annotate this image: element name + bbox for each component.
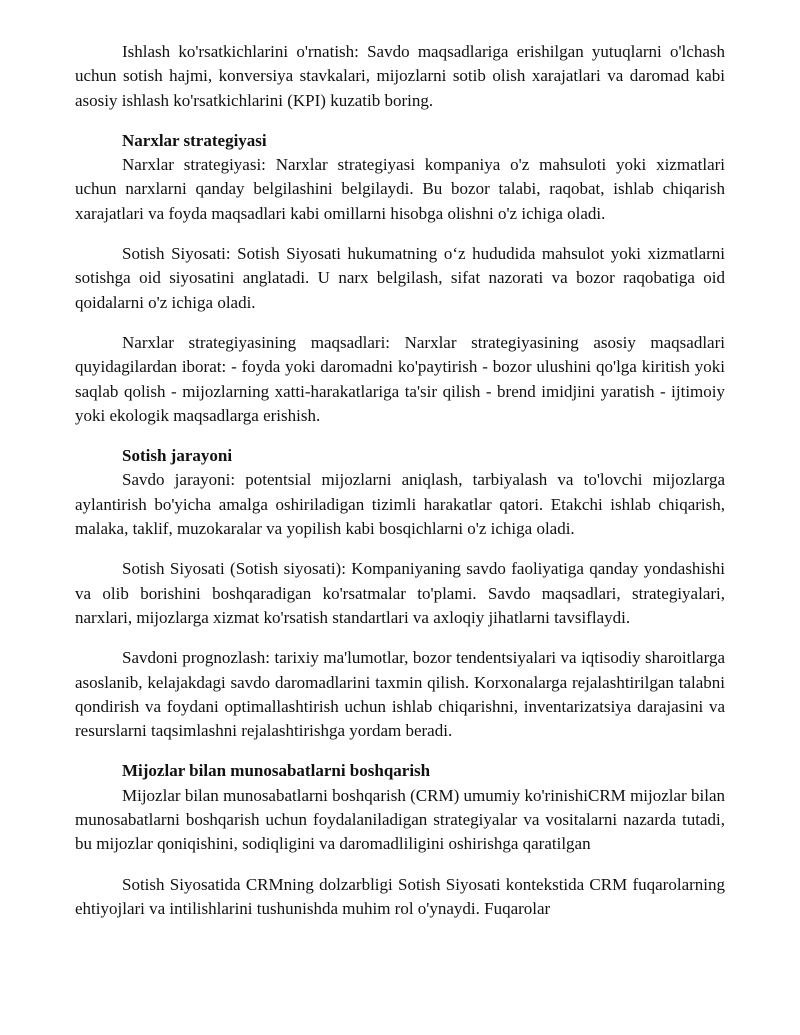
heading-crm: Mijozlar bilan munosabatlarni boshqarish xyxy=(122,761,431,781)
heading-sales-process: Sotish jarayoni xyxy=(122,446,233,466)
paragraph-sales-policy-guidelines: Sotish Siyosati (Sotish siyosati): Kompaniyaning savdo faoliyatiga qanday yondashishi va olib borishini boshqaradigan ko'rsatmalar to'plami. Savdo maqsadlari, strategiyalari, narxlari, mijozlarga xizmat ko'rsatish standartlari va axloqiy jihatlarni tavsiflaydi. xyxy=(75,559,725,627)
paragraph-kpi: Ishlash ko'rsatkichlarini o'rnatish: Savdo maqsadlariga erishilgan yutuqlarni o'lchash uchun sotish hajmi, konversiya stavkalari, mijozlarni sotib olish xarajatlari va daromad kabi asosiy ishlash ko'rsatkichlarini (KPI) kuzatib boring. xyxy=(75,42,725,110)
document-page xyxy=(75,40,725,921)
heading-pricing-strategy: Narxlar strategiyasi xyxy=(122,130,267,150)
paragraph-sales-policy: Sotish Siyosati: Sotish Siyosati hukumatning o‘z hududida mahsulot yoki xizmatlarni sotishga oid siyosatini anglatadi. U narx belgilash, sifat nazorati va bozor raqobatiga oid qoidalarni o'z ichiga oladi. xyxy=(75,244,725,312)
paragraph-pricing-strategy: Narxlar strategiyasi: Narxlar strategiyasi kompaniya o'z mahsuloti yoki xizmatlari uchun narxlarni qanday belgilashini belgilaydi. Bu bozor talabi, raqobat, ishlab chiqarish xarajatlari va foyda maqsadlari kabi omillarni hisobga olishni o'z ichiga oladi. xyxy=(75,155,725,223)
paragraph-sales-forecasting: Savdoni prognozlash: tarixiy ma'lumotlar, bozor tendentsiyalari va iqtisodiy sharoitlarga asoslanib, kelajakdagi savdo daromadlarini taxmin qilish. Korxonalarga rejalashtirilgan talabni qondirish va foydani optimallashtirish uchun ishlab chiqarishni, inventarizatsiya darajasini va resurslarni taqsimlashni rejalashtirishga yordam beradi. xyxy=(75,648,725,741)
paragraph-pricing-goals: Narxlar strategiyasining maqsadlari: Narxlar strategiyasining asosiy maqsadlari quyidagilardan iborat: - foyda yoki daromadni ko'paytirish - bozor ulushini qo'lga kiritish yoki saqlab qolish - mijozlarning xatti-harakatlariga ta'sir qilish - brend imidjini yaratish - ijtimoiy yoki ekologik maqsadlarga erishish. xyxy=(75,332,725,425)
paragraph-sales-process: Savdo jarayoni: potentsial mijozlarni aniqlash, tarbiyalash va to'lovchi mijozlarga aylantirish bo'yicha amalga oshiriladigan tizimli harakatlar qatori. Etakchi ishlab chiqarish, malaka, taklif, muzokaralar va yopilish kabi bosqichlarni o'z ichiga oladi. xyxy=(75,470,725,539)
paragraph-crm-relevance: Sotish Siyosatida CRMning dolzarbligi Sotish Siyosati kontekstida CRM fuqarolarning ehtiyojlari va intilishlarini tushunishda muhim rol o'ynaydi. Fuqarolar xyxy=(75,874,725,918)
paragraph-crm-overview: Mijozlar bilan munosabatlarni boshqarish (CRM) umumiy ko'rinishiCRM mijozlar bilan munosabatlarni boshqarish uchun foydalaniladigan strategiyalar va vositalarni nazarda tutadi, bu mijozlar qoniqishini, sodiqligini va daromadliligini oshirishga qaratilgan xyxy=(75,785,725,854)
